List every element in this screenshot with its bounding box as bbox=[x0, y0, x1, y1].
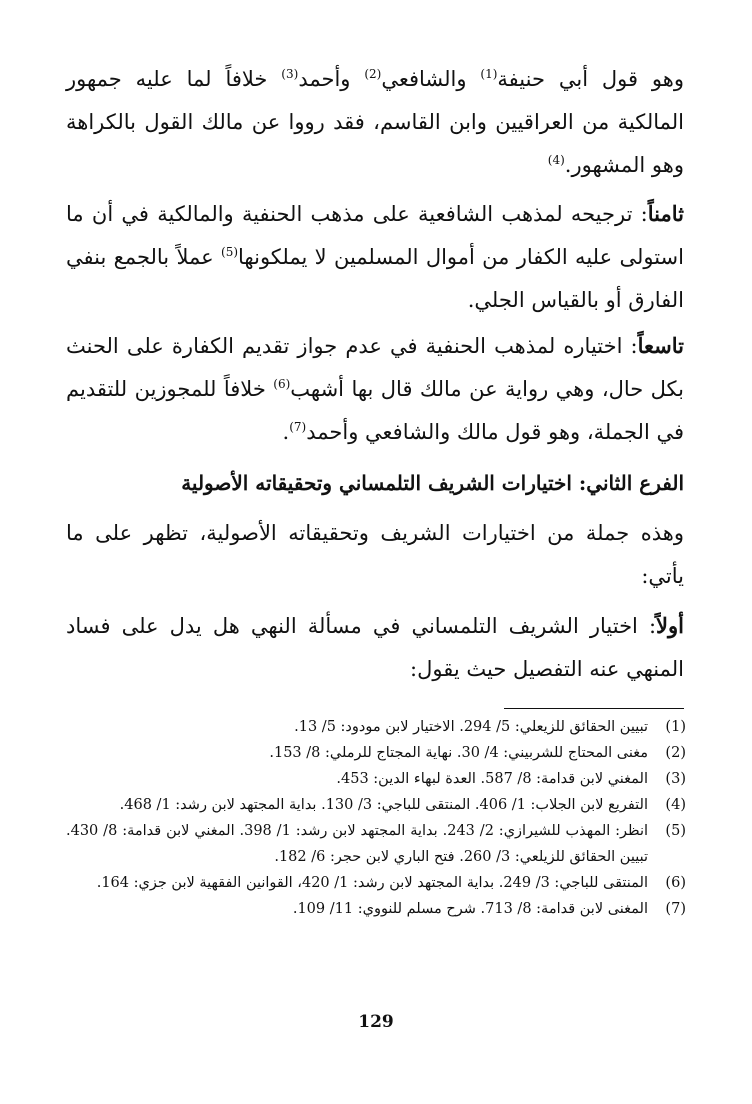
paragraph-lead: ثامناً bbox=[647, 201, 684, 226]
paragraph-text: خلافاً لما عليه جمهور المالكية من العراقيين وابن القاسم، فقد رووا عن مالك القول بالكراهة وهو المشهور. bbox=[66, 67, 684, 177]
footnote-ref[interactable]: (7) bbox=[289, 420, 307, 434]
footnote-text: انظر: المهذب للشيرازي: 2/ 243. بداية المجتهد لابن رشد: 1/ 398. المغني لابن قدامة: 8/ 430. تبيين الحقائق للزيلعي: 3/ 260. فتح الباري لابن حجر: 6/ 182. bbox=[66, 823, 649, 865]
footnote-separator bbox=[504, 708, 684, 709]
footnote-number: (7) bbox=[665, 901, 686, 917]
paragraph-5 bbox=[66, 604, 684, 691]
footnote-item bbox=[66, 714, 686, 740]
footnote-item bbox=[66, 740, 686, 766]
footnote-ref[interactable]: (6) bbox=[273, 377, 291, 391]
paragraph-text: وأحمد bbox=[298, 67, 365, 91]
paragraph-text: خلافاً للمجوزين للتقديم في الجملة، وهو قول مالك والشافعي وأحمد bbox=[66, 377, 684, 444]
footnote-text: المغني لابن قدامة: 8/ 587. العدة لبهاء الدين: 453. bbox=[336, 771, 648, 787]
paragraph-text: : اختياره لمذهب الحنفية في عدم جواز تقديم الكفارة على الحنث بكل حال، وهي رواية عن مالك قال بها أشهب bbox=[66, 334, 685, 401]
paragraph-text: عملاً بالجمع بنفي الفارق أو بالقياس الجلي. bbox=[66, 245, 684, 312]
paragraph-1 bbox=[66, 58, 684, 187]
paragraph-lead: أولاً bbox=[656, 613, 684, 638]
footnote-number: (5) bbox=[665, 823, 686, 839]
footnotes bbox=[66, 714, 686, 922]
footnote-number: (4) bbox=[665, 797, 686, 813]
footnote-ref[interactable]: (4) bbox=[547, 153, 565, 167]
paragraph-4: وهذه جملة من اختيارات الشريف وتحقيقاته الأصولية، تظهر على ما يأتي: bbox=[66, 521, 684, 588]
footnote-text: المغنى لابن قدامة: 8/ 713. شرح مسلم للنووي: 11/ 109. bbox=[292, 901, 648, 917]
footnote-ref[interactable]: (1) bbox=[480, 67, 498, 81]
footnote-ref[interactable]: (5) bbox=[221, 245, 239, 259]
footnote-text: مغنى المحتاج للشربيني: 4/ 30. نهاية المجتاج للرملي: 8/ 153. bbox=[269, 745, 648, 761]
paragraph-text: : اختيار الشريف التلمساني في مسألة النهي هل يدل على فساد المنهي عنه التفصيل حيث يقول: bbox=[66, 614, 684, 681]
section-heading: الفرع الثاني: اختيارات الشريف التلمساني وتحقيقاته الأصولية bbox=[181, 471, 684, 495]
page-number: 129 bbox=[358, 1012, 394, 1032]
footnote-ref[interactable]: (3) bbox=[281, 67, 299, 81]
footnote-item bbox=[66, 792, 686, 818]
paragraph-text: . bbox=[282, 420, 290, 444]
footnote-item bbox=[66, 896, 686, 922]
footnote-number: (1) bbox=[665, 719, 686, 735]
footnote-text: تبيين الحقائق للزيعلي: 5/ 294. الاختيار لابن مودود: 5/ 13. bbox=[294, 719, 648, 735]
footnote-number: (6) bbox=[665, 875, 686, 891]
paragraph-3 bbox=[66, 324, 684, 454]
paragraph-2 bbox=[66, 192, 684, 322]
footnote-text: المنتقى للباجي: 3/ 249. بداية المجتهد لابن رشد: 1/ 420، القوانين الفقهية لابن جزي: 164. bbox=[96, 875, 648, 891]
footnote-item bbox=[66, 870, 686, 896]
paragraph-text: وهو قول أبي حنيفة bbox=[497, 67, 684, 91]
footnote-ref[interactable]: (2) bbox=[364, 67, 382, 81]
footnote-text: التفريع لابن الجلاب: 1/ 406. المنتقى للباجي: 3/ 130. بداية المجتهد لابن رشد: 1/ 468. bbox=[119, 797, 648, 813]
footnote-item bbox=[66, 818, 686, 870]
paragraph-text: : ترجيحه لمذهب الشافعية على مذهب الحنفية والمالكية في أن ما استولى عليه الكفار من أموال المسلمين لا يملكونها bbox=[66, 202, 684, 269]
paragraph-text: والشافعي bbox=[381, 67, 481, 91]
footnote-item bbox=[66, 766, 686, 792]
paragraph-lead: تاسعاً bbox=[637, 333, 684, 358]
footnote-number: (3) bbox=[665, 771, 686, 787]
footnote-number: (2) bbox=[665, 745, 686, 761]
